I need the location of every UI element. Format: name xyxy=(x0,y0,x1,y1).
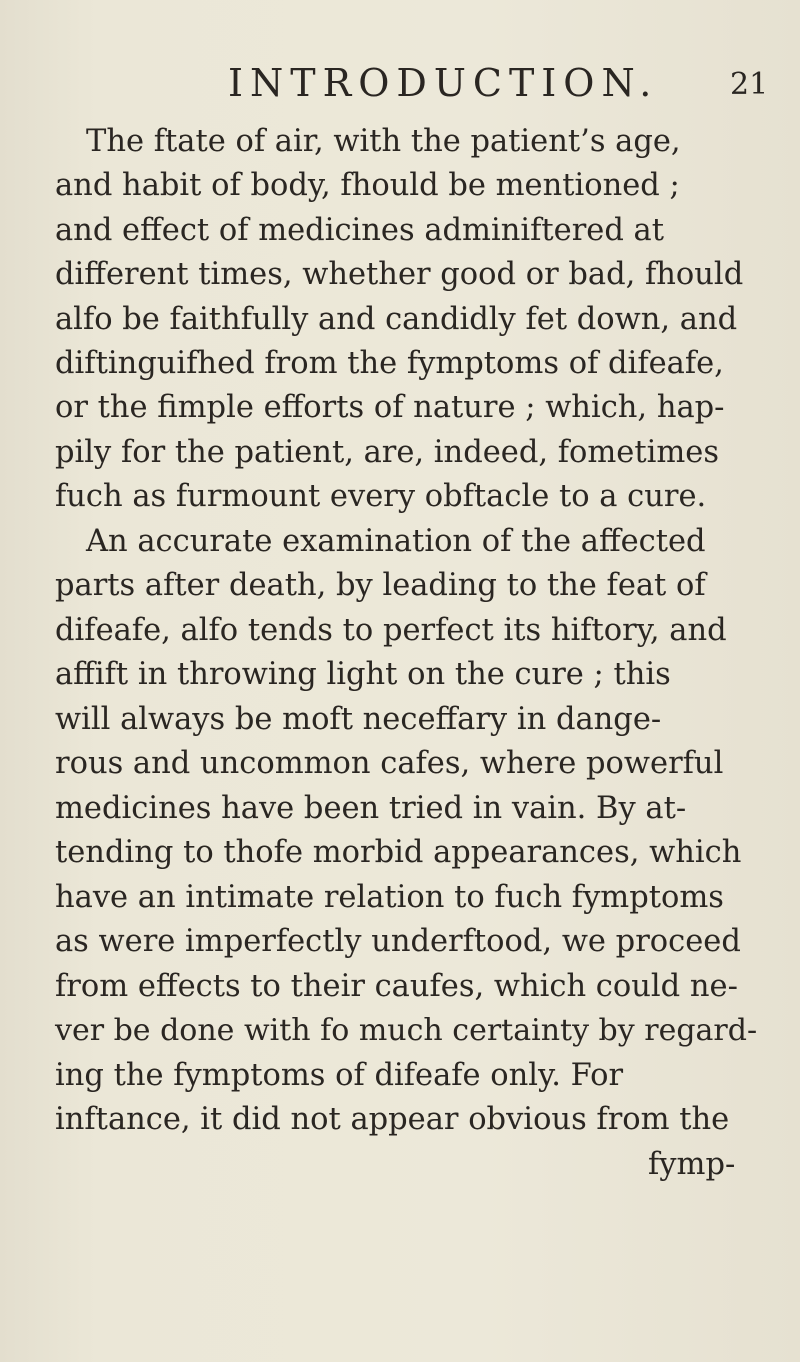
text-line: will always be moft neceffary in dange- xyxy=(55,702,662,737)
text-line: inftance, it did not appear obvious from the xyxy=(55,1102,730,1137)
running-head xyxy=(0,58,800,108)
text-line: An accurate examination of the affected xyxy=(86,524,706,559)
text-line: pily for the patient, are, indeed, fometimes xyxy=(55,435,719,470)
text-line: affift in throwing light on the cure ; this xyxy=(55,657,671,692)
text-line: and habit of body, fhould be mentioned ; xyxy=(55,168,680,203)
text-line: diftinguifhed from the fymptoms of difeafe, xyxy=(55,346,724,381)
text-line: The ftate of air, with the patient’s age, xyxy=(86,124,681,159)
text-line: difeafe, alfo tends to perfect its hiftory, and xyxy=(55,613,727,648)
page-number: 21 xyxy=(730,67,769,102)
text-line: alfo be faithfully and candidly fet down, and xyxy=(55,302,738,337)
running-head-title: INTRODUCTION. xyxy=(228,61,659,105)
text-line: different times, whether good or bad, fhould xyxy=(55,257,744,292)
text-line: from effects to their caufes, which could ne- xyxy=(55,969,738,1004)
text-line: ing the fymptoms of difeafe only. For xyxy=(55,1058,624,1093)
text-line: tending to thofe morbid appearances, which xyxy=(55,835,742,870)
text-line: parts after death, by leading to the feat of xyxy=(55,568,706,603)
text-line: as were imperfectly underftood, we proceed xyxy=(55,924,741,959)
text-line: rous and uncommon cafes, where powerful xyxy=(55,746,724,781)
text-line: or the fimple efforts of nature ; which, hap- xyxy=(55,390,725,425)
text-line: and effect of medicines adminiftered at xyxy=(55,213,664,248)
text-line: ver be done with fo much certainty by regard- xyxy=(55,1013,758,1048)
text-line: have an intimate relation to fuch fymptoms xyxy=(55,880,724,915)
text-line: medicines have been tried in vain. By at- xyxy=(55,791,687,826)
text-line: fuch as furmount every obftacle to a cure. xyxy=(55,479,707,514)
catchword: fymp- xyxy=(648,1147,736,1182)
